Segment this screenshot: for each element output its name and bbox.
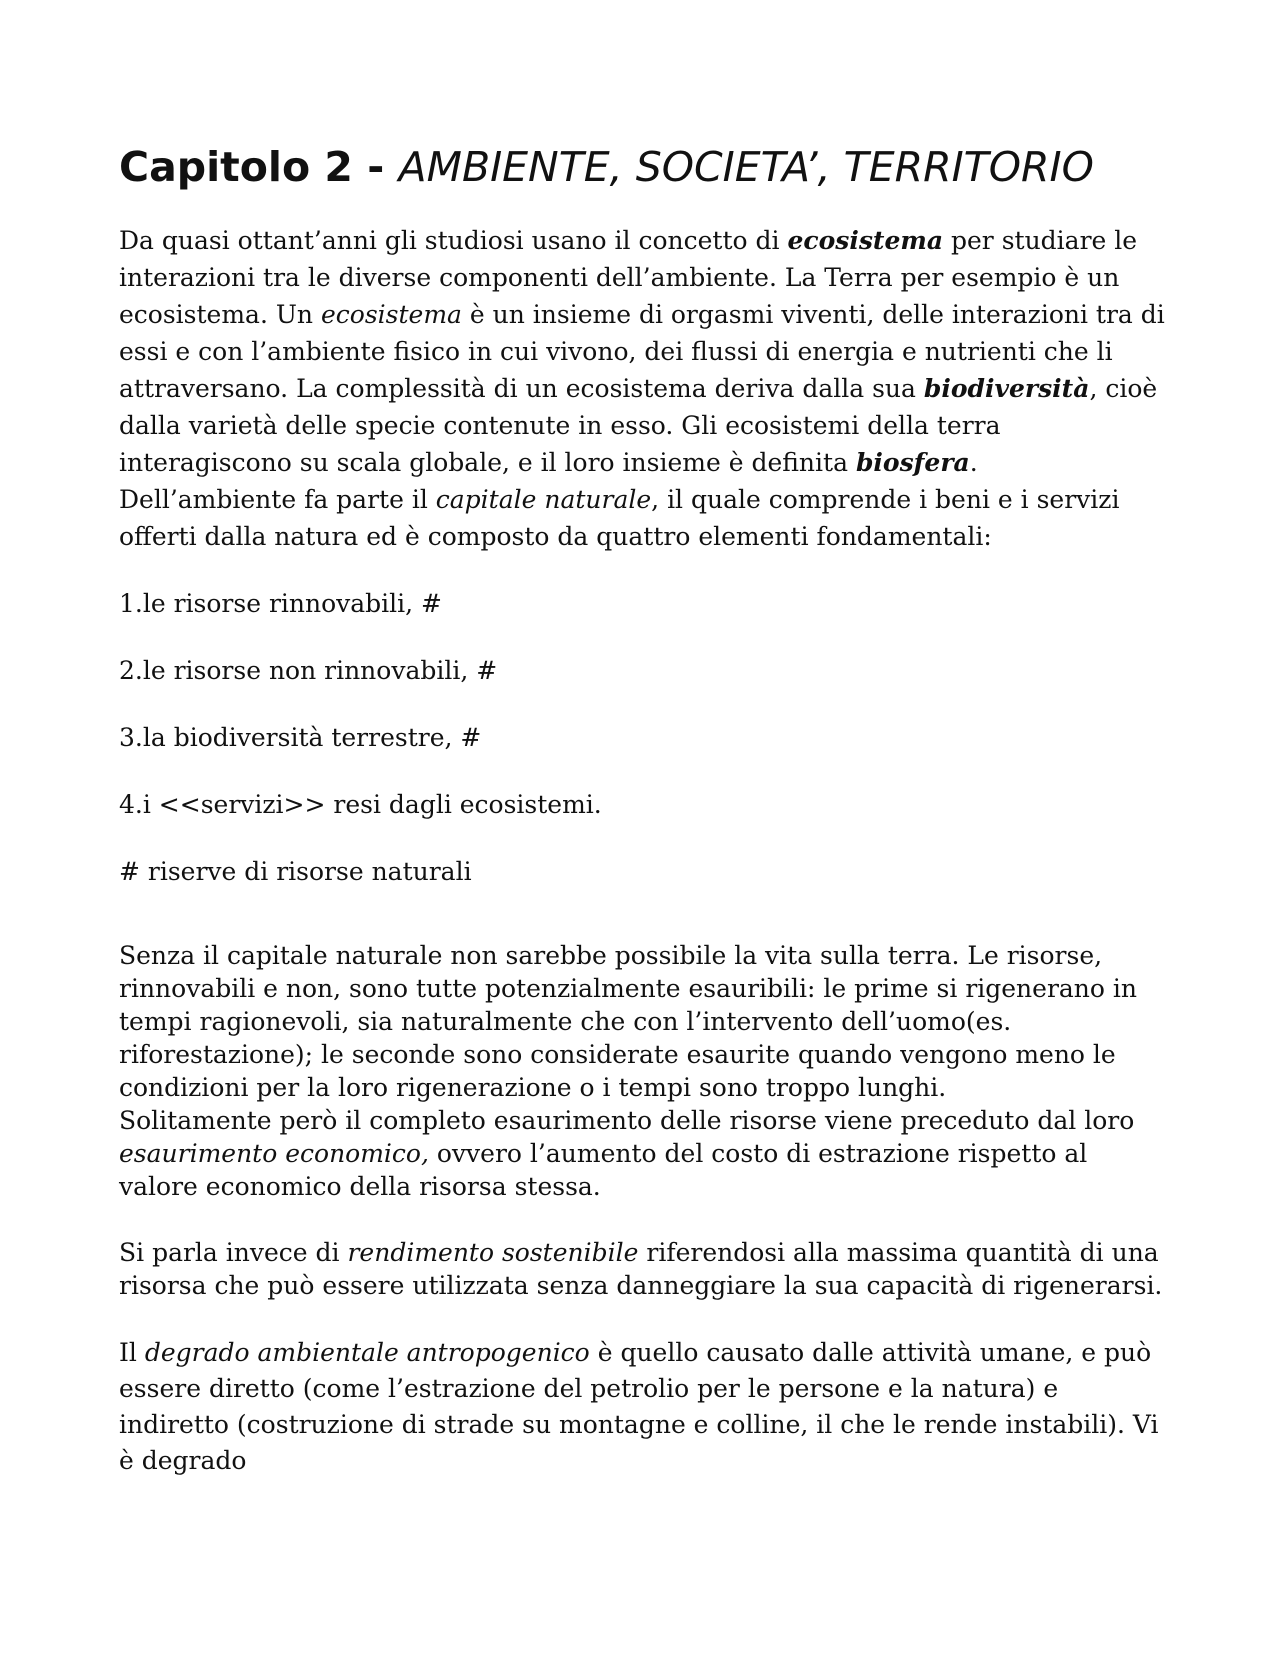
term-rendimento-sostenibile: rendimento sostenibile xyxy=(347,1238,639,1267)
elements-list xyxy=(119,585,1169,823)
list-item: 4.i <<servizi>> resi dagli ecosistemi. xyxy=(119,790,602,819)
chapter-title xyxy=(119,142,1169,192)
paragraph-ecosistema: Da quasi ottant’anni gli studiosi usano il concetto di ecosistema per studiare le interazioni tra le diverse componenti dell’ambiente. La Terra per esempio è un ecosistema. Un ecosistema è un insieme di orgasmi viventi, delle interazioni tra di essi e con l’ambiente fisico in cui vivono, dei flussi di energia e nutrienti che li attraversano. La complessità di un ecosistema deriva dalla sua biodiversità, cioè dalla varietà delle specie contenute in esso. Gli ecosistemi della terra interagiscono su scala globale, e il loro insieme è definita biosfera. xyxy=(119,226,1165,477)
term-degrado-antropogenico: degrado ambientale antropogenico xyxy=(144,1338,590,1367)
chapter-number: Capitolo 2 - xyxy=(119,143,399,191)
paragraph-degrado: Il degrado ambientale antropogenico è quello causato dalle attività umane, e può essere diretto (come l’estrazione del petrolio per le persone e la natura) e indiretto (costruzione di strade su montagne e colline, il che le rende instabili). Vi è degrado xyxy=(119,1338,1159,1475)
paragraph-rendimento: Si parla invece di rendimento sostenibile riferendosi alla massima quantità di una risorsa che può essere utilizzata senza danneggiare la sua capacità di rigenerarsi. xyxy=(119,1238,1163,1300)
document-page xyxy=(119,142,1169,1479)
paragraph-risorse: Senza il capitale naturale non sarebbe possibile la vita sulla terra. Le risorse, rinnovabili e non, sono tutte potenzialmente esauribili: le prime si rigenerano in tempi ragionevoli, sia naturalmente che con l’intervento dell’uomo(es. riforestazione); le seconde sono considerate esaurite quando vengono meno le condizioni per la loro rigenerazione o i tempi sono troppo lunghi. xyxy=(119,941,1138,1102)
term-capitale-naturale: capitale naturale xyxy=(435,485,652,514)
paragraph-esaurimento: Solitamente però il completo esaurimento delle risorse viene preceduto dal loro esaurimento economico, ovvero l’aumento del costo di estrazione rispetto al valore economico della risorsa stessa. xyxy=(119,1106,1135,1201)
list-item: 3.la biodiversità terrestre, # xyxy=(119,723,482,752)
term-esaurimento-economico: esaurimento economico, xyxy=(119,1139,429,1168)
term-ecosistema-italic: ecosistema xyxy=(320,300,462,329)
footnote-riserve: # riserve di risorse naturali xyxy=(119,857,472,886)
list-item: 1.le risorse rinnovabili, # xyxy=(119,589,442,618)
chapter-subtitle: AMBIENTE, SOCIETA’, TERRITORIO xyxy=(398,143,1094,191)
list-item: 2.le risorse non rinnovabili, # xyxy=(119,656,498,685)
term-biodiversita: biodiversità xyxy=(923,374,1090,403)
term-ecosistema: ecosistema xyxy=(787,226,944,255)
term-biosfera: biosfera xyxy=(855,448,970,477)
paragraph-capitale-naturale: Dell’ambiente fa parte il capitale naturale, il quale comprende i beni e i servizi offerti dalla natura ed è composto da quattro elementi fondamentali: xyxy=(119,485,1120,551)
